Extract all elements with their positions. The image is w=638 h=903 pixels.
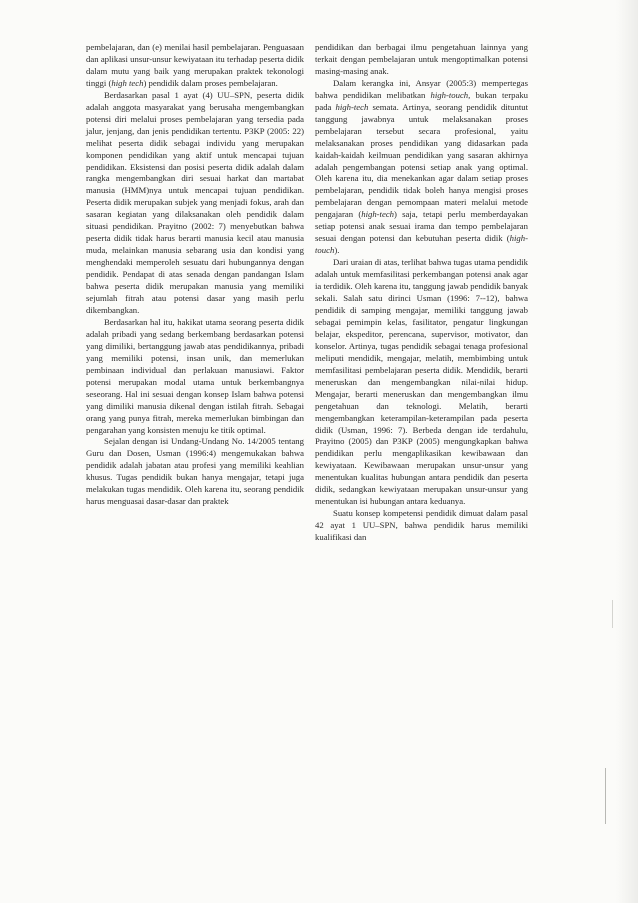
text-run: ) pendidik dalam proses pembelajaran.	[143, 77, 278, 88]
italic-term: high-touch,	[430, 89, 471, 100]
body-paragraph	[315, 78, 528, 257]
italic-term: high-tech	[361, 209, 395, 220]
text-run: Dalam kerangka ini, Ansyar (2005:3) mempertegas bahwa pendidikan melibatkan	[315, 77, 528, 100]
right-text-column	[315, 42, 528, 544]
body-paragraph	[86, 317, 304, 437]
italic-term: high-tech	[335, 101, 369, 112]
text-run: Berdasarkan pasal 1 ayat (4) UU–SPN, peserta didik adalah anggota masyarakat yang berusaha mengembangkan potensi diri melalui proses pembelajaran yang tersedia pada jalur, jenjang, dan jenis pendidikan tertentu. P3KP (2005: 22) melihat peserta didik sebagai individu yang merupakan komponen pendidikan yang aktif untuk mencapai tujuan pendidikan. Eksistensi dan posisi peserta didik adalah dalam rangka mengembangkan diri sesuai harkat dan martabat manusia (HMM)nya untuk mencapai tujuan pendidikan. Peserta didik merupakan subjek yang menjadi fokus, arah dan sasaran kegiatan yang dilaksanakan oleh pendidik dalam situasi pendidikan. Prayitno (2002: 7) menyebutkan bahwa peserta didik tidak harus berarti manusia kecil atau manusia muda, melainkan manusia sebarang usia dan kondisi yang menghendaki memperoleh sesuatu dari hubungannya dengan pendidik. Pendapat di atas senada dengan pandangan Islam bahwa peserta didik merupakan manusia yang memiliki sejumlah fitrah atau potensi dasar yang masih perlu dikembangkan.	[86, 89, 304, 315]
italic-term: high-touch	[315, 233, 528, 256]
body-paragraph	[315, 42, 528, 78]
text-run: ).	[334, 245, 340, 256]
text-run: semata. Artinya, seorang pendidik dituntut tanggung jawabnya untuk melaksanakan proses pembelajaran tersebut secara profesional, yaitu melaksanakan proses pendidikan yang didasarkan pada kaidah-kaidah keilmuan pendidikan yang sasaran akhirnya adalah pengembangan potensi setiap anak yang optimal. Oleh karena itu, dia menekankan agar dalam setiap proses pembelajaran, pendidik tidak boleh hanya mengisi proses pembelajaran dengan pemompaan materi melalui metode pengajaran (	[315, 101, 528, 220]
text-run: pendidikan dan berbagai ilmu pengetahuan lainnya yang terkait dengan pembelajaran untuk mengoptimalkan potensi masing-masing anak.	[315, 42, 528, 76]
text-run: bukan terpaku pada	[315, 89, 529, 112]
left-text-column	[86, 42, 304, 508]
body-paragraph	[86, 42, 304, 90]
margin-scan-mark	[612, 600, 613, 628]
text-run: Berdasarkan hal itu, hakikat utama seorang peserta didik adalah pribadi yang sedang berkembang berdasarkan potensi yang dimiliki, bertanggung jawab atas pendidikannya, pribadi yang memiliki potensi, insan unik, dan memerlukan pembinaan individual dan perlakuan manusiawi. Faktor potensi merupakan modal utama untuk berkembangnya seseorang. Hal ini sesuai dengan konsep Islam bahwa potensi yang dimiliki manusia dikenal dengan istilah fitrah. Sebagai orang yang punya fitrah, mereka memerlukan bimbingan dan pengarahan yang konsisten menuju ke titik optimal.	[86, 316, 304, 435]
italic-term: high tech	[111, 77, 144, 88]
body-paragraph	[86, 90, 304, 317]
text-run: Dari uraian di atas, terlihat bahwa tugas utama pendidik adalah untuk memfasilitasi perkembangan potensi anak agar ia terdidik. Oleh karena itu, tanggung jawab pendidik banyak sekali. Salah satu dirinci Usman (1996: 7--12), bahwa pendidik di samping mengajar, memiliki tanggung jawab sebagai pemimpin kelas, fasilitator, pengatur lingkungan belajar, ekspeditor, perencana, supervisor, motivator, dan konselor. Artinya, tugas pendidik sebagai tenaga profesional meliputi mendidik, mengajar, melatih, membimbing untuk memfasilitasi pembelajaran peserta didik. Mendidik, berarti meneruskan dan mengembangkan nilai-nilai hidup. Mengajar, berarti meneruskan dan mengembangkan ilmu pengetahuan dan teknologi. Melatih, berarti mengembangkan keterampilan-keterampilan pada peserta didik (Usman, 1996: 7). Berbeda dengan ide terdahulu, Prayitno (2005) dan P3KP (2005) mengungkapkan bahwa pendidikan perlu mengaplikasikan kewibawaan dan kewiyataan. Kewibawaan merupakan unsur-unsur yang menentukan kualitas hubungan antara pendidik dan peserta didik, sedangkan kewiyataan merupakan unsur-unsur yang menentukan isi hubungan antara keduanya.	[315, 257, 528, 507]
page-edge-shadow	[616, 0, 638, 903]
text-run: Sejalan dengan isi Undang-Undang No. 14/2005 tentang Guru dan Dosen, Usman (1996:4) mengemukakan bahwa pendidik adalah jabatan atau profesi yang memiliki keahlian khusus. Tugas pendidik bukan hanya mengajar, tetapi juga melakukan tugas mendidik. Oleh karena itu, seorang pendidik harus menguasai dasar-dasar dan praktek	[86, 436, 304, 507]
text-run: Suatu konsep kompetensi pendidik dimuat dalam pasal 42 ayat 1 UU–SPN, bahwa pendidik harus memiliki kualifikasi dan	[315, 508, 528, 543]
text-run: ) saja, tetapi perlu memberdayakan setiap potensi anak sesuai irama dan tempo pembelajaran sesuai dengan potensi dan kebutuhan peserta didik (	[315, 209, 529, 244]
body-paragraph	[315, 508, 528, 544]
text-run: pembelajaran, dan (e) menilai hasil pembelajaran. Penguasaan dan aplikasi unsur-unsur kewiyataan itu terhadap peserta didik dalam mutu yang baik yang merupakan praktek tekonologi tinggi (	[86, 42, 304, 88]
margin-scan-mark	[605, 768, 606, 824]
body-paragraph	[315, 257, 528, 508]
body-paragraph	[86, 436, 304, 508]
